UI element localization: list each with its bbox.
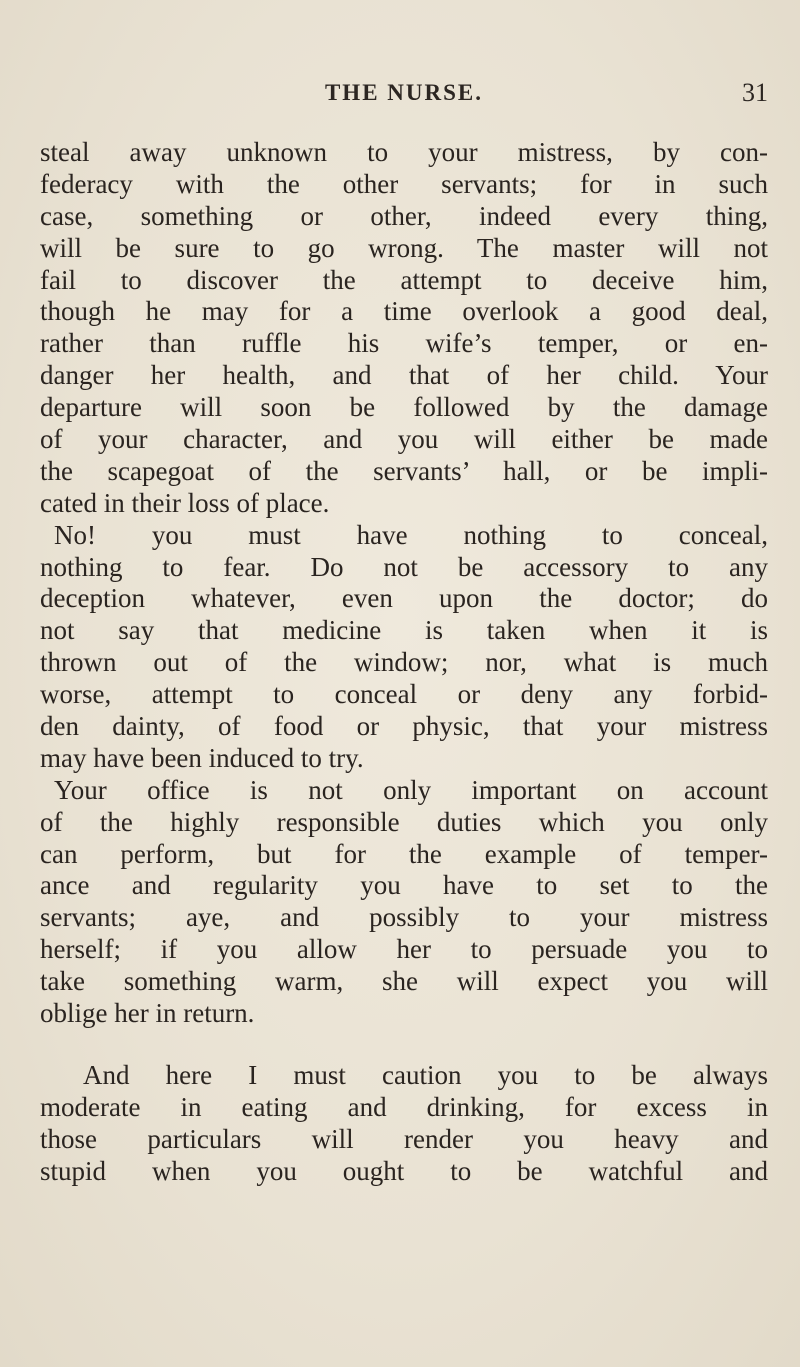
text-line: den dainty, of food or physic, that your mistress — [40, 711, 768, 742]
page-header — [40, 80, 768, 120]
text-line: take something warm, she will expect you will — [40, 966, 768, 997]
running-title: THE NURSE. — [324, 80, 484, 105]
text-line: rather than ruffle his wife’s temper, or en- — [40, 328, 768, 359]
text-line: thrown out of the window; nor, what is much — [40, 647, 768, 678]
text-line: though he may for a time overlook a good deal, — [40, 296, 768, 327]
text-line: of your character, and you will either be made — [40, 424, 768, 455]
text-line: And here I must caution you to be always — [83, 1059, 768, 1090]
page-number: 31 — [742, 78, 768, 107]
text-line: herself; if you allow her to persuade you to — [40, 934, 768, 965]
text-line: stupid when you ought to be watchful and — [40, 1155, 768, 1186]
text-line: will be sure to go wrong. The master will not — [40, 232, 768, 263]
text-line: federacy with the other servants; for in such — [40, 168, 768, 199]
text-line: the scapegoat of the servants’ hall, or be impli- — [40, 455, 768, 486]
text-line: No! you must have nothing to conceal, — [54, 519, 768, 550]
text-line: not say that medicine is taken when it is — [40, 615, 768, 646]
text-line: those particulars will render you heavy and — [40, 1123, 768, 1154]
text-line: worse, attempt to conceal or deny any forbid- — [40, 679, 768, 710]
text-line: of the highly responsible duties which you only — [40, 806, 768, 837]
text-line: nothing to fear. Do not be accessory to any — [40, 551, 768, 582]
body-text — [40, 137, 768, 1188]
paragraph — [40, 137, 768, 520]
text-line: Your office is not only important on account — [54, 774, 768, 805]
text-line: ance and regularity you have to set to the — [40, 870, 768, 901]
text-line: danger her health, and that of her child. Your — [40, 360, 768, 391]
paragraph — [40, 1060, 768, 1188]
paragraph-gap — [40, 1030, 768, 1060]
text-line: departure will soon be followed by the damage — [40, 392, 768, 423]
paragraph — [40, 775, 768, 1030]
text-line: cated in their loss of place. — [40, 487, 330, 518]
text-line: servants; aye, and possibly to your mistress — [40, 902, 768, 933]
text-line: case, something or other, indeed every thing, — [40, 200, 768, 231]
text-line: steal away unknown to your mistress, by con- — [40, 137, 768, 167]
text-line: moderate in eating and drinking, for excess in — [40, 1091, 768, 1122]
text-line: may have been induced to try. — [40, 742, 364, 773]
text-line: fail to discover the attempt to deceive him, — [40, 264, 768, 295]
text-line: can perform, but for the example of temper- — [40, 838, 768, 869]
paragraph — [40, 520, 768, 775]
text-line: deception whatever, even upon the doctor; do — [40, 583, 768, 614]
text-line: oblige her in return. — [40, 998, 255, 1029]
